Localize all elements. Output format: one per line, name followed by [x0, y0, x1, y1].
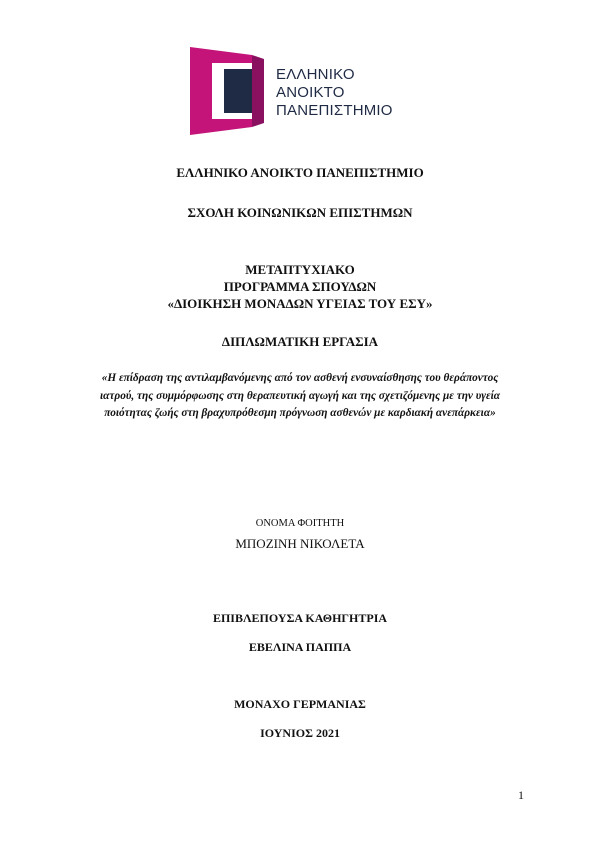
logo-line-1: ΕΛΛΗΝΙΚΟ	[276, 66, 355, 83]
logo-line-3: ΠΑΝΕΠΙΣΤΗΜΙΟ	[276, 102, 393, 119]
page-number: 1	[518, 788, 524, 802]
thesis-title: «Η επίδραση της αντιλαμβανόμενης από τον ασθενή ενσυναίσθησης του θεράποντος ιατρού, της συμμόρφωσης στη θεραπευτική αγωγή και της σχετιζόμενης με την υγεία ποιότητας ζωής στη βραχυπρόθεσμη πρόγνωση ασθενών με καρδιακή ανεπάρκεια»	[99, 372, 501, 419]
supervisor-label: ΕΠΙΒΛΕΠΟΥΣΑ ΚΑΘΗΓΗΤΡΙΑ	[212, 611, 388, 625]
logo-line-2: ΑΝΟΙΚΤΟ	[276, 84, 345, 101]
thesis-type: ΔΙΠΛΩΜΑΤΙΚΗ ΕΡΓΑΣΙΑ	[221, 334, 379, 349]
supervisor-name: ΕΒΕΛΙΝΑ ΠΑΠΠΑ	[248, 640, 352, 654]
program-line-2: ΠΡΟΓΡΑΜΜΑ ΣΠΟΥΔΩΝ	[223, 279, 377, 294]
program-line-3: «ΔΙΟΙΚΗΣΗ ΜΟΝΑΔΩΝ ΥΓΕΙΑΣ ΤΟΥ ΕΣΥ»	[167, 296, 433, 311]
place: ΜΟΝΑΧΟ ΓΕΡΜΑΝΙΑΣ	[234, 697, 366, 711]
program-line-1: ΜΕΤΑΠΤΥΧΙΑΚΟ	[245, 262, 355, 277]
student-label: ΟΝΟΜΑ ΦΟΙΤΗΤΗ	[255, 518, 345, 529]
student-name: ΜΠΟΖΙΝΗ ΝΙΚΟΛΕΤΑ	[235, 536, 365, 551]
school-name: ΣΧΟΛΗ ΚΟΙΝΩΝΙΚΩΝ ΕΠΙΣΤΗΜΩΝ	[187, 205, 413, 220]
university-name: ΕΛΛΗΝΙΚΟ ΑΝΟΙΚΤΟ ΠΑΝΕΠΙΣΤΗΜΙΟ	[176, 165, 424, 180]
date: ΙΟΥΝΙΟΣ 2021	[260, 726, 340, 740]
logo-wordmark	[276, 66, 393, 120]
logo-mark-icon	[190, 47, 274, 135]
university-logo	[190, 47, 420, 135]
